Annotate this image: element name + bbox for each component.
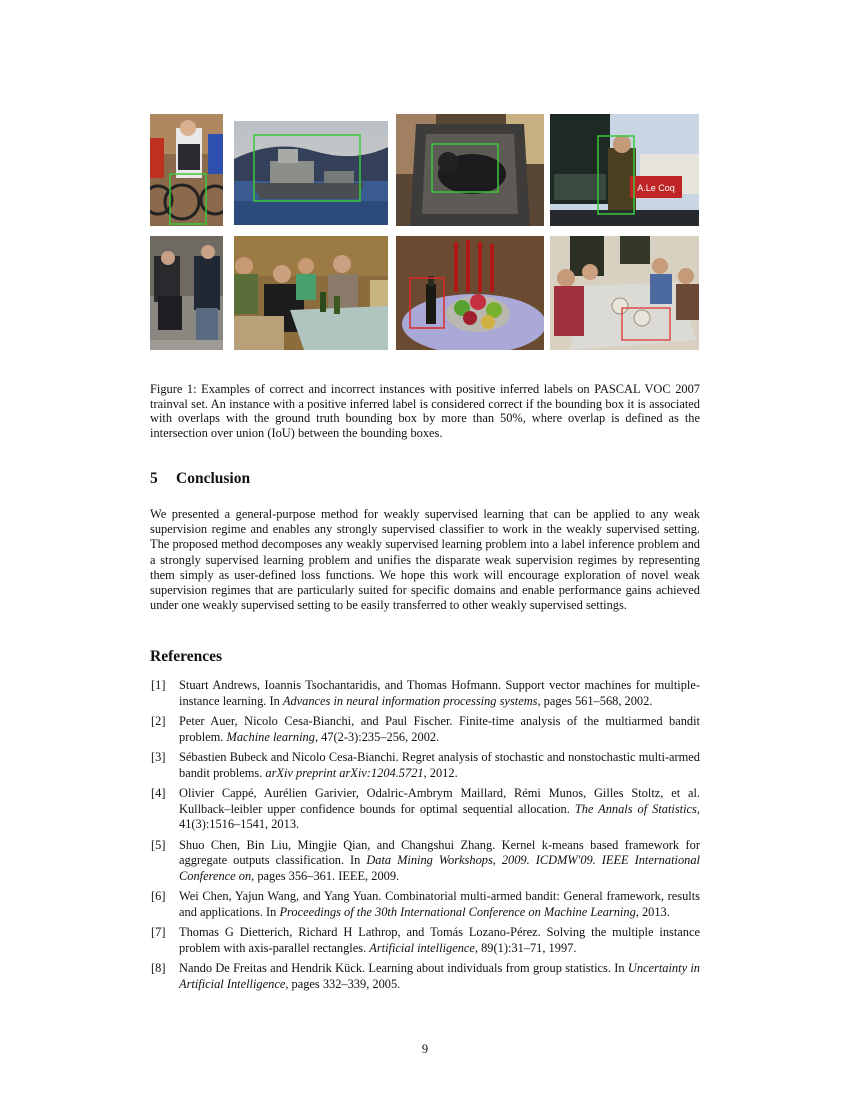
reference-details: , pages 561–568, 2002. <box>537 693 653 708</box>
reference-text: Peter Auer, Nicolo Cesa-Bianchi, and Paul Fischer. Finite-time analysis of the multiarmed bandit problem. <box>179 713 700 744</box>
reference-number: [2] <box>151 713 166 728</box>
reference-item <box>150 678 700 709</box>
reference-text: Wei Chen, Yajun Wang, and Yang Yuan. Combinatorial multi-armed bandit: General framework, results and applications. In <box>179 889 700 919</box>
figure-photo-dinner-group <box>234 236 388 350</box>
reference-details: , 89(1):31–71, 1997. <box>474 940 577 955</box>
reference-venue: Proceedings of the 30th International Conference on Machine Learning <box>279 904 636 919</box>
figure-sign-text: A.Le Coq <box>637 183 675 193</box>
reference-item <box>150 750 700 781</box>
reference-details: , 2012. <box>423 765 458 780</box>
reference-item <box>150 961 700 992</box>
figure-photo-photographers <box>150 236 223 350</box>
reference-text: Shuo Chen, Bin Liu, Mingjie Qian, and Changshui Zhang. Kernel k-means based framework for aggregate outputs classification. In <box>179 837 700 868</box>
reference-text: Nando De Freitas and Hendrik Kück. Learning about individuals from group statistics. In <box>179 961 628 976</box>
reference-details: , 2013. <box>635 904 670 919</box>
figure-photo-wine-fruit <box>396 236 544 350</box>
reference-item <box>150 714 700 745</box>
reference-venue: The Annals of Statistics <box>574 801 697 816</box>
reference-number: [3] <box>151 749 166 764</box>
reference-number: [1] <box>151 678 166 692</box>
reference-number: [7] <box>151 925 166 940</box>
reference-details: , pages 356–361. IEEE, 2009. <box>251 868 400 883</box>
reference-item <box>150 838 700 885</box>
figure-caption: Figure 1: Examples of correct and incorrect instances with positive inferred labels on PASCAL VOC 2007 trainval set. An instance with a positive inferred label is considered correct if the bounding box it is associated with overlaps with the ground truth bounding box by more than 50%, where overlap is defined as the intersection over union (IoU) between the bounding boxes. <box>150 382 700 440</box>
reference-text: Stuart Andrews, Ioannis Tsochantaridis, and Thomas Hofmann. Support vector machines for multiple-instance learning. In <box>179 678 700 708</box>
reference-number: [4] <box>151 785 166 800</box>
figure-photo-dog-on-chair <box>396 114 544 226</box>
reference-item <box>150 786 700 833</box>
figure-photo-ship <box>234 121 388 225</box>
reference-venue: Artificial intelligence <box>369 940 475 955</box>
section-number: 5 <box>150 470 158 487</box>
section-heading <box>150 470 250 488</box>
reference-number: [5] <box>151 837 166 852</box>
references-list <box>150 678 700 997</box>
reference-details: , pages 332–339, 2005. <box>285 976 401 991</box>
reference-venue: Advances in neural information processing systems <box>282 693 538 708</box>
reference-number: [6] <box>151 889 166 904</box>
reference-number: [8] <box>151 961 166 976</box>
reference-details: , 47(2-3):235–256, 2002. <box>314 729 440 744</box>
section-title: Conclusion <box>176 470 251 487</box>
reference-text: Thomas G Dietterich, Richard H Lathrop, and Tomás Lozano-Pérez. Solving the multiple instance problem with axis-parallel rectangles. <box>179 925 700 955</box>
reference-venue: Machine learning <box>226 729 315 744</box>
reference-text: Sébastien Bubeck and Nicolo Cesa-Bianchi. Regret analysis of stochastic and nonstochastic multi-armed bandit problems. <box>179 749 700 780</box>
reference-venue: arXiv preprint arXiv:1204.5721 <box>265 765 424 780</box>
reference-venue: Data Mining Workshops, 2009. ICDMW'09. IEEE International Conference on <box>179 853 700 883</box>
references-heading: References <box>150 648 223 665</box>
figure-photo-shop-people <box>550 114 699 226</box>
figure-photo-dining-table <box>550 236 699 350</box>
reference-item <box>150 925 700 956</box>
reference-venue: Uncertainty in Artificial Intelligence <box>179 961 701 991</box>
reference-details: , 41(3):1516–1541, 2013. <box>179 801 700 832</box>
reference-item <box>150 889 700 920</box>
figure-photo-cyclists <box>150 114 223 226</box>
conclusion-paragraph: We presented a general-purpose method for weakly supervised learning that can be applied to any weak supervision regime and enables any strongly supervised classifier to work in the weakly supervised setting. The proposed method decomposes any weakly supervised learning problem into a label inference problem and a strongly supervised learning problem and unifies the disparate weak supervision regimes by representing them simply as user-defined loss functions. We hope this work will encourage exploration of novel weak supervision regimes that are particularly suited for specific domains and enable performance gains achieved under one weakly supervised setting to be easily transferred to other weakly supervised settings. <box>150 507 700 613</box>
paper-page <box>150 0 700 1100</box>
page-number: 9 <box>421 1042 429 1056</box>
reference-text: Olivier Cappé, Aurélien Garivier, Odalric-Ambrym Maillard, Rémi Munos, Gilles Stoltz, et al. Kullback–leibler upper confidence bounds for optimal sequential allocation. <box>179 785 700 816</box>
